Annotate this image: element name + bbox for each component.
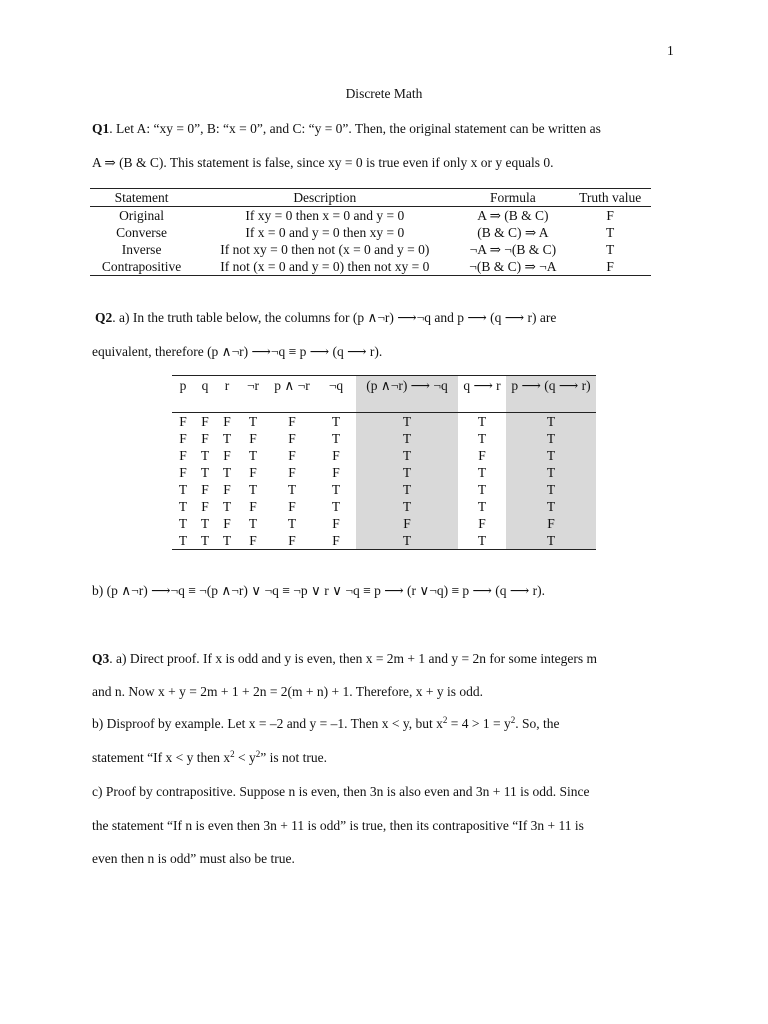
q3-text-b2-pre: statement “If x < y then x: [92, 750, 231, 765]
truth-table-cell: F: [179, 465, 187, 480]
table-row: [172, 464, 596, 481]
truth-table-cell: T: [506, 447, 596, 464]
truth-table-cell: F: [223, 448, 231, 463]
truth-table-cell: T: [477, 482, 487, 497]
table-cell: If x = 0 and y = 0 then xy = 0: [245, 225, 405, 240]
truth-table-cell: T: [194, 532, 216, 550]
truth-table-cell: T: [477, 414, 487, 429]
q1-text-1: . Let A: “xy = 0”, B: “x = 0”, and C: “y = 0”. Then, the original statement can be written as: [109, 121, 601, 136]
table-cell: (B & C) ⇒ A: [477, 225, 549, 240]
truth-table-cell: T: [178, 499, 188, 514]
truth-table-header: p ∧ ¬r: [268, 376, 316, 413]
truth-table-cell: F: [201, 431, 209, 446]
table-row: [172, 532, 596, 550]
table-row: [90, 224, 651, 241]
truth-table-cell: F: [249, 431, 257, 446]
truth-table-cell: F: [478, 448, 486, 463]
truth-table-cell: F: [316, 532, 356, 550]
table-cell: A ⇒ (B & C): [477, 208, 549, 223]
q2-part-b: b) (p ∧¬r) ⟶¬q ≡ ¬(p ∧¬r) ∨ ¬q ≡ ¬p ∨ r ∨ ¬q ≡ p ⟶ (r ∨¬q) ≡ p ⟶ (q ⟶ r).: [92, 583, 546, 598]
truth-table-cell: F: [223, 516, 231, 531]
truth-table-cell: T: [331, 431, 341, 446]
truth-table-cell: F: [201, 499, 209, 514]
truth-table-cell: T: [356, 532, 458, 550]
table-cell: F: [569, 258, 651, 276]
truth-table-cell: T: [200, 465, 210, 480]
exponent: 2: [230, 749, 235, 759]
truth-table-cell: F: [356, 515, 458, 532]
table-cell: ¬(B & C) ⇒ ¬A: [457, 258, 570, 276]
truth-table-cell: T: [506, 413, 596, 431]
table-cell: Inverse: [121, 242, 162, 257]
truth-table-cell: F: [288, 448, 296, 463]
truth-table-cell: F: [201, 414, 209, 429]
q3-text-b2-post: ” is not true.: [260, 750, 327, 765]
truth-table-cell: T: [200, 448, 210, 463]
table-cell: If xy = 0 then x = 0 and y = 0: [245, 208, 405, 223]
header-description: Description: [193, 189, 456, 207]
header-truth-value: Truth value: [569, 189, 651, 207]
document-title: Discrete Math: [345, 86, 423, 101]
truth-table-cell: F: [332, 448, 340, 463]
q3-text-b1-post: . So, the: [515, 716, 560, 731]
truth-table-header: q: [194, 376, 216, 413]
q2-text-1: . a) In the truth table below, the columns for (p ∧¬r) ⟶¬q and p ⟶ (q ⟶ r) are: [112, 310, 557, 325]
truth-table-header: q ⟶ r: [458, 376, 506, 413]
exponent: 2: [510, 715, 516, 725]
truth-table-cell: F: [288, 431, 296, 446]
truth-table-cell: F: [223, 482, 231, 497]
truth-table-cell: T: [506, 430, 596, 447]
truth-table-cell: F: [238, 532, 268, 550]
truth-table-header: r: [216, 376, 238, 413]
q3-text-b1-pre: b) Disproof by example. Let x = –2 and y = –1. Then x < y, but x: [92, 716, 443, 731]
q1-label: Q1: [92, 121, 110, 136]
truth-table-cell: F: [288, 465, 296, 480]
truth-table-cell: F: [179, 448, 187, 463]
q3-label: Q3: [92, 651, 110, 666]
truth-table-cell: T: [222, 499, 232, 514]
truth-table-cell: T: [248, 516, 258, 531]
truth-table-cell: T: [506, 498, 596, 515]
truth-table-cell: T: [248, 414, 258, 429]
table-row: [172, 515, 596, 532]
q1-line-1: [92, 121, 682, 137]
table-row: [90, 207, 651, 225]
truth-table-cell: F: [223, 414, 231, 429]
truth-table-cell: T: [222, 431, 232, 446]
truth-table-cell: T: [506, 464, 596, 481]
truth-table-cell: T: [216, 532, 238, 550]
q3-line-c3: even then n is odd” must also be true.: [92, 851, 295, 866]
q2-label: Q2: [95, 310, 113, 325]
truth-table-cell: T: [331, 499, 341, 514]
table-cell: Contrapositive: [90, 258, 193, 276]
truth-table-cell: T: [356, 498, 458, 515]
truth-table-cell: F: [249, 499, 257, 514]
header-formula: Formula: [457, 189, 570, 207]
truth-table-cell: T: [331, 414, 341, 429]
table-row: [172, 481, 596, 498]
truth-table-cell: T: [331, 482, 341, 497]
table-cell: T: [606, 242, 615, 257]
truth-table-cell: F: [332, 516, 340, 531]
truth-table-cell: F: [506, 515, 596, 532]
truth-table-cell: T: [506, 481, 596, 498]
q3-line-b1: [92, 716, 682, 732]
q3-text-b2-mid: < y: [234, 750, 256, 765]
truth-table-header: (p ∧¬r) ⟶ ¬q: [356, 376, 458, 413]
truth-table-cell: T: [356, 481, 458, 498]
truth-table-cell: F: [201, 482, 209, 497]
truth-table-cell: F: [288, 499, 296, 514]
truth-table-cell: F: [179, 431, 187, 446]
truth-table-cell: F: [268, 532, 316, 550]
truth-table-cell: T: [248, 482, 258, 497]
q3-line-a2: and n. Now x + y = 2m + 1 + 2n = 2(m + n) + 1. Therefore, x + y is odd.: [92, 684, 483, 699]
q3-text-b1-mid: = 4 > 1 = y: [447, 716, 511, 731]
truth-table-cell: T: [477, 465, 487, 480]
q3-line-c2: the statement “If n is even then 3n + 11 is odd” is true, then its contrapositive “If 3n + 11 is: [92, 818, 584, 833]
truth-table-cell: T: [200, 516, 210, 531]
table-cell: ¬A ⇒ ¬(B & C): [469, 242, 557, 257]
truth-table-cell: F: [179, 414, 187, 429]
truth-table-cell: T: [356, 430, 458, 447]
table-row: [90, 258, 651, 276]
truth-table-cell: T: [248, 448, 258, 463]
truth-table-cell: T: [477, 499, 487, 514]
table-cell: If not (x = 0 and y = 0) then not xy = 0: [193, 258, 456, 276]
table-row: [90, 241, 651, 258]
q1-line-2: A ⇒ (B & C). This statement is false, since xy = 0 is true even if only x or y equals 0.: [92, 155, 554, 170]
truth-table-cell: T: [287, 482, 297, 497]
table-cell: Converse: [116, 225, 168, 240]
truth-table-cell: T: [178, 482, 188, 497]
table-cell: Original: [119, 208, 165, 223]
page-number: 1: [667, 43, 674, 58]
truth-table-cell: F: [332, 465, 340, 480]
truth-table-cell: T: [477, 431, 487, 446]
truth-table-cell: T: [172, 532, 194, 550]
q2-line-1: [95, 310, 685, 326]
exponent: 2: [442, 715, 448, 725]
table-row: [172, 413, 596, 431]
table-row: [172, 498, 596, 515]
table-row: [172, 430, 596, 447]
table-cell: F: [606, 208, 614, 223]
truth-table-header: ¬q: [316, 376, 356, 413]
truth-table-cell: F: [288, 414, 296, 429]
truth-table-cell: T: [222, 465, 232, 480]
statement-table: [90, 188, 651, 276]
table-cell: T: [606, 225, 615, 240]
q3-line-c1: c) Proof by contrapositive. Suppose n is even, then 3n is also even and 3n + 11 is odd. Since: [92, 784, 590, 799]
truth-table-cell: T: [458, 532, 506, 550]
q3-text-a1: . a) Direct proof. If x is odd and y is even, then x = 2m + 1 and y = 2n for some integers m: [109, 651, 597, 666]
truth-table-cell: F: [478, 516, 486, 531]
table-cell: If not xy = 0 then not (x = 0 and y = 0): [220, 242, 430, 257]
truth-table-header: p: [172, 376, 194, 413]
truth-table-cell: T: [356, 413, 458, 431]
truth-table-header: ¬r: [238, 376, 268, 413]
truth-table-cell: T: [506, 532, 596, 550]
header-statement: Statement: [90, 189, 193, 207]
q3-line-a1: [92, 651, 682, 667]
truth-table-cell: T: [356, 464, 458, 481]
truth-table-cell: T: [178, 516, 188, 531]
table-row: [172, 447, 596, 464]
truth-table-cell: T: [287, 516, 297, 531]
q3-line-b2: [92, 750, 682, 766]
q2-line-2: equivalent, therefore (p ∧¬r) ⟶¬q ≡ p ⟶ (q ⟶ r).: [92, 344, 383, 359]
truth-table: [172, 375, 596, 550]
truth-table-cell: F: [249, 465, 257, 480]
truth-table-header: p ⟶ (q ⟶ r): [506, 376, 596, 413]
exponent: 2: [255, 749, 261, 759]
truth-table-cell: T: [356, 447, 458, 464]
